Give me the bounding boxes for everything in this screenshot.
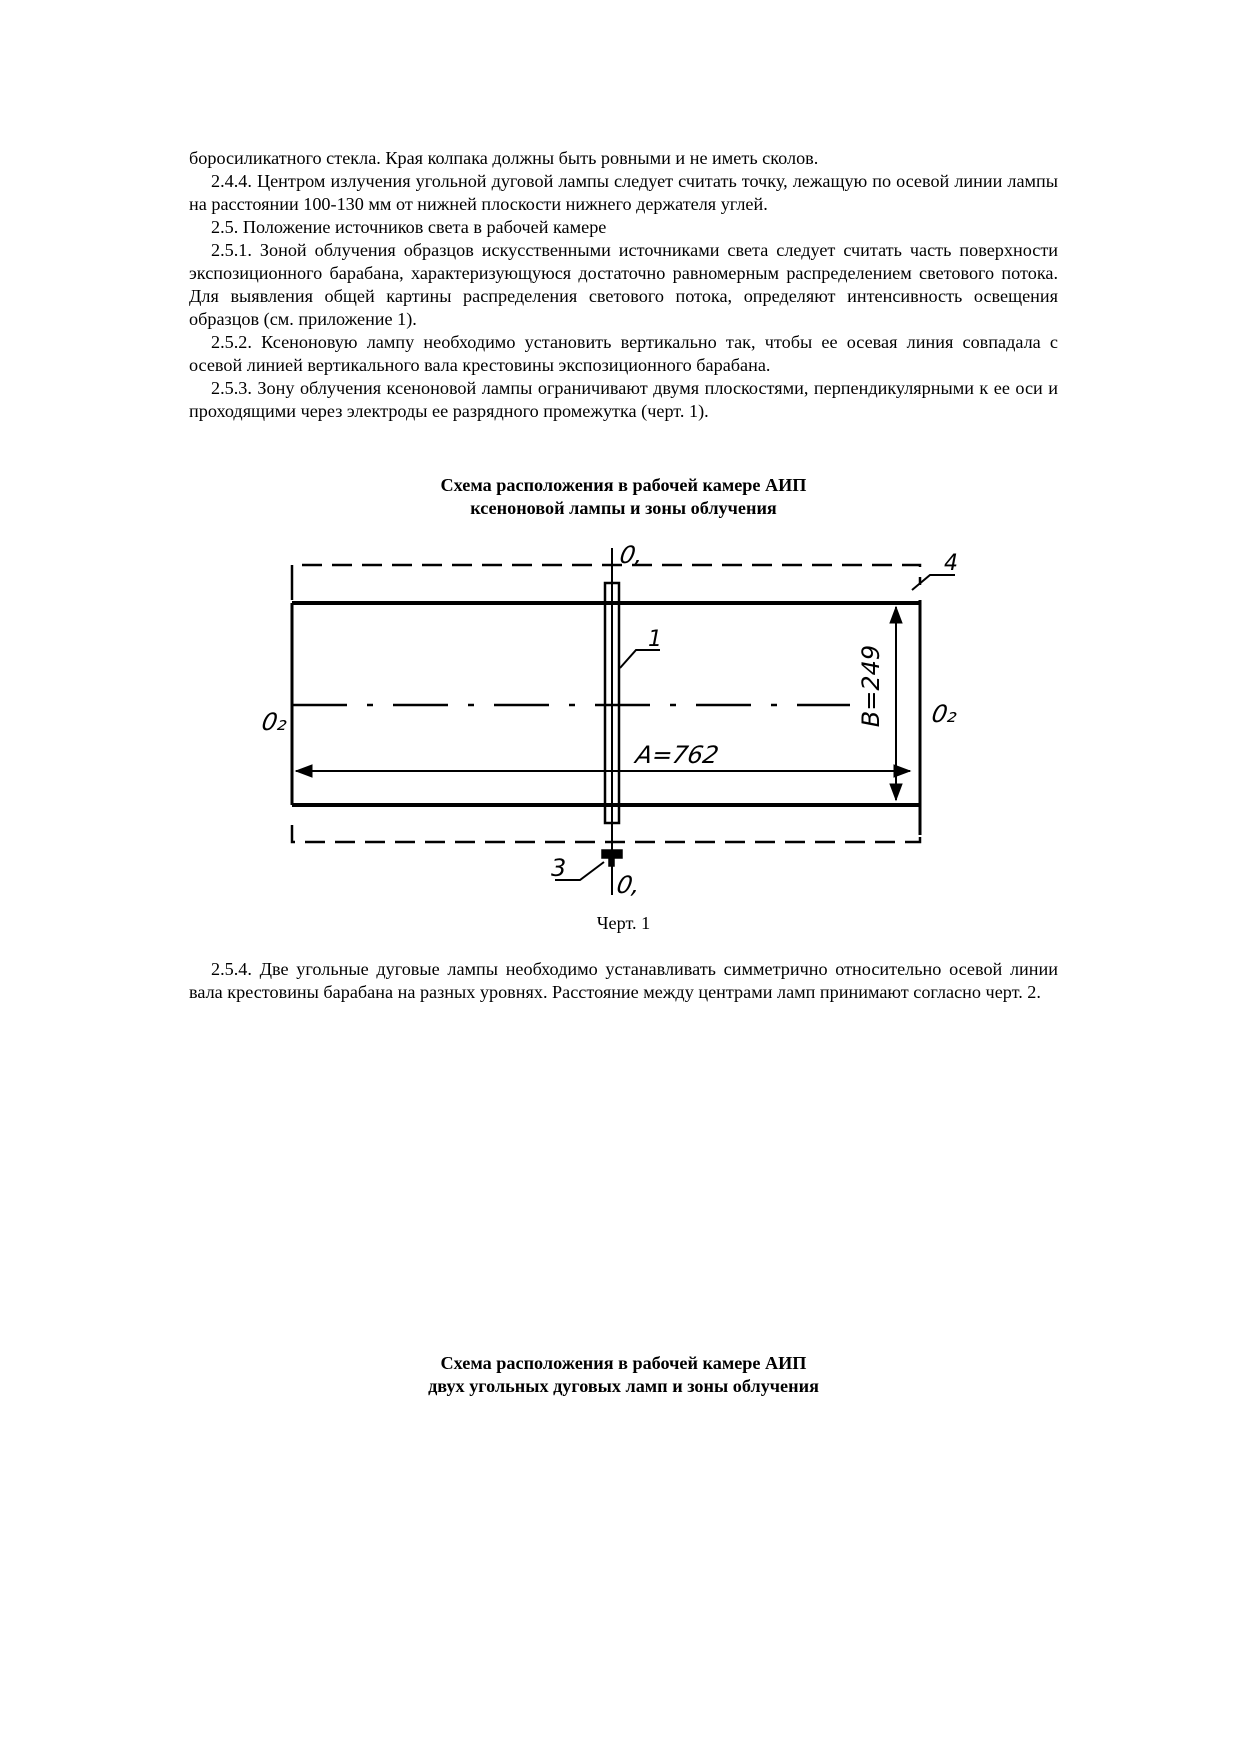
figure-1-title-line-2: ксеноновой лампы и зоны облучения bbox=[470, 498, 777, 518]
figure-1-caption: Черт. 1 bbox=[596, 913, 651, 933]
figure-2-title-line-1: Схема расположения в рабочей камере АИП bbox=[440, 1353, 807, 1373]
figure-1-title-line-1: Схема расположения в рабочей камере АИП bbox=[440, 475, 807, 495]
dimension-a-arrow-left bbox=[296, 765, 312, 777]
paragraph-2-4-4: 2.4.4. Центром излучения угольной дуговой лампы следует считать точку, лежащую по осевой линии лампы на расстоянии 100-130 мм от нижней плоскости нижнего держателя углей. bbox=[189, 171, 1058, 214]
figure-1-title bbox=[189, 474, 1058, 520]
label-dimension-a: A=762 bbox=[633, 741, 721, 769]
paragraph-2-5: 2.5. Положение источников света в рабочей камере bbox=[211, 217, 607, 237]
paragraph-2-5-3: 2.5.3. Зону облучения ксеноновой лампы ограничивают двумя плоскостями, перпендикулярными к ее оси и проходящими через электроды ее разрядного промежутка (черт. 1). bbox=[189, 378, 1058, 421]
lamp-holder-3 bbox=[602, 850, 622, 866]
zone-dashed-top bbox=[292, 565, 920, 585]
dimension-b-arrow-bottom bbox=[890, 784, 902, 800]
label-callout-1: 1 bbox=[648, 627, 662, 652]
label-o1-top: 0, bbox=[617, 541, 646, 569]
label-callout-4: 4 bbox=[944, 551, 958, 576]
paragraph-1: боросиликатного стекла. Края колпака должны быть ровными и не иметь сколов. bbox=[189, 148, 819, 168]
callout-4-leader bbox=[912, 575, 955, 590]
xenon-lamp-body bbox=[605, 583, 619, 823]
figure-2-title bbox=[189, 1352, 1058, 1398]
dimension-a-arrow-right bbox=[894, 765, 910, 777]
label-o2-left: 0₂ bbox=[259, 708, 290, 736]
label-callout-3: 3 bbox=[551, 854, 567, 882]
paragraph-2-5-4: 2.5.4. Две угольные дуговые лампы необходимо устанавливать симметрично относительно осевой линии вала крестовины барабана на разных уровнях. Расстояние между центрами ламп принимают согласно черт. 2. bbox=[189, 959, 1058, 1002]
figure-2-title-line-2: двух угольных дуговых ламп и зоны облучения bbox=[428, 1376, 819, 1396]
paragraph-2-5-1: 2.5.1. Зоной облучения образцов искусственными источниками света следует считать часть поверхности экспозиционного барабана, характеризующуюся достаточно равномерным распределением светового потока. Для выявления общей картины распределения светового потока, определяют интенсивность освещения образцов (см. приложение 1). bbox=[189, 240, 1058, 329]
zone-dashed-bottom bbox=[292, 825, 920, 842]
document-page bbox=[189, 147, 1058, 423]
label-o2-right: 0₂ bbox=[929, 700, 960, 728]
label-o1-bottom: 0, bbox=[614, 871, 643, 899]
dimension-b-arrow-top bbox=[890, 607, 902, 623]
label-dimension-b: B=249 bbox=[857, 644, 886, 728]
callout-1-leader bbox=[620, 650, 660, 668]
paragraph-2-5-2: 2.5.2. Ксеноновую лампу необходимо установить вертикально так, чтобы ее осевая линия совпадала с осевой линией вертикального вала крестовины экспозиционного барабана. bbox=[189, 332, 1058, 375]
